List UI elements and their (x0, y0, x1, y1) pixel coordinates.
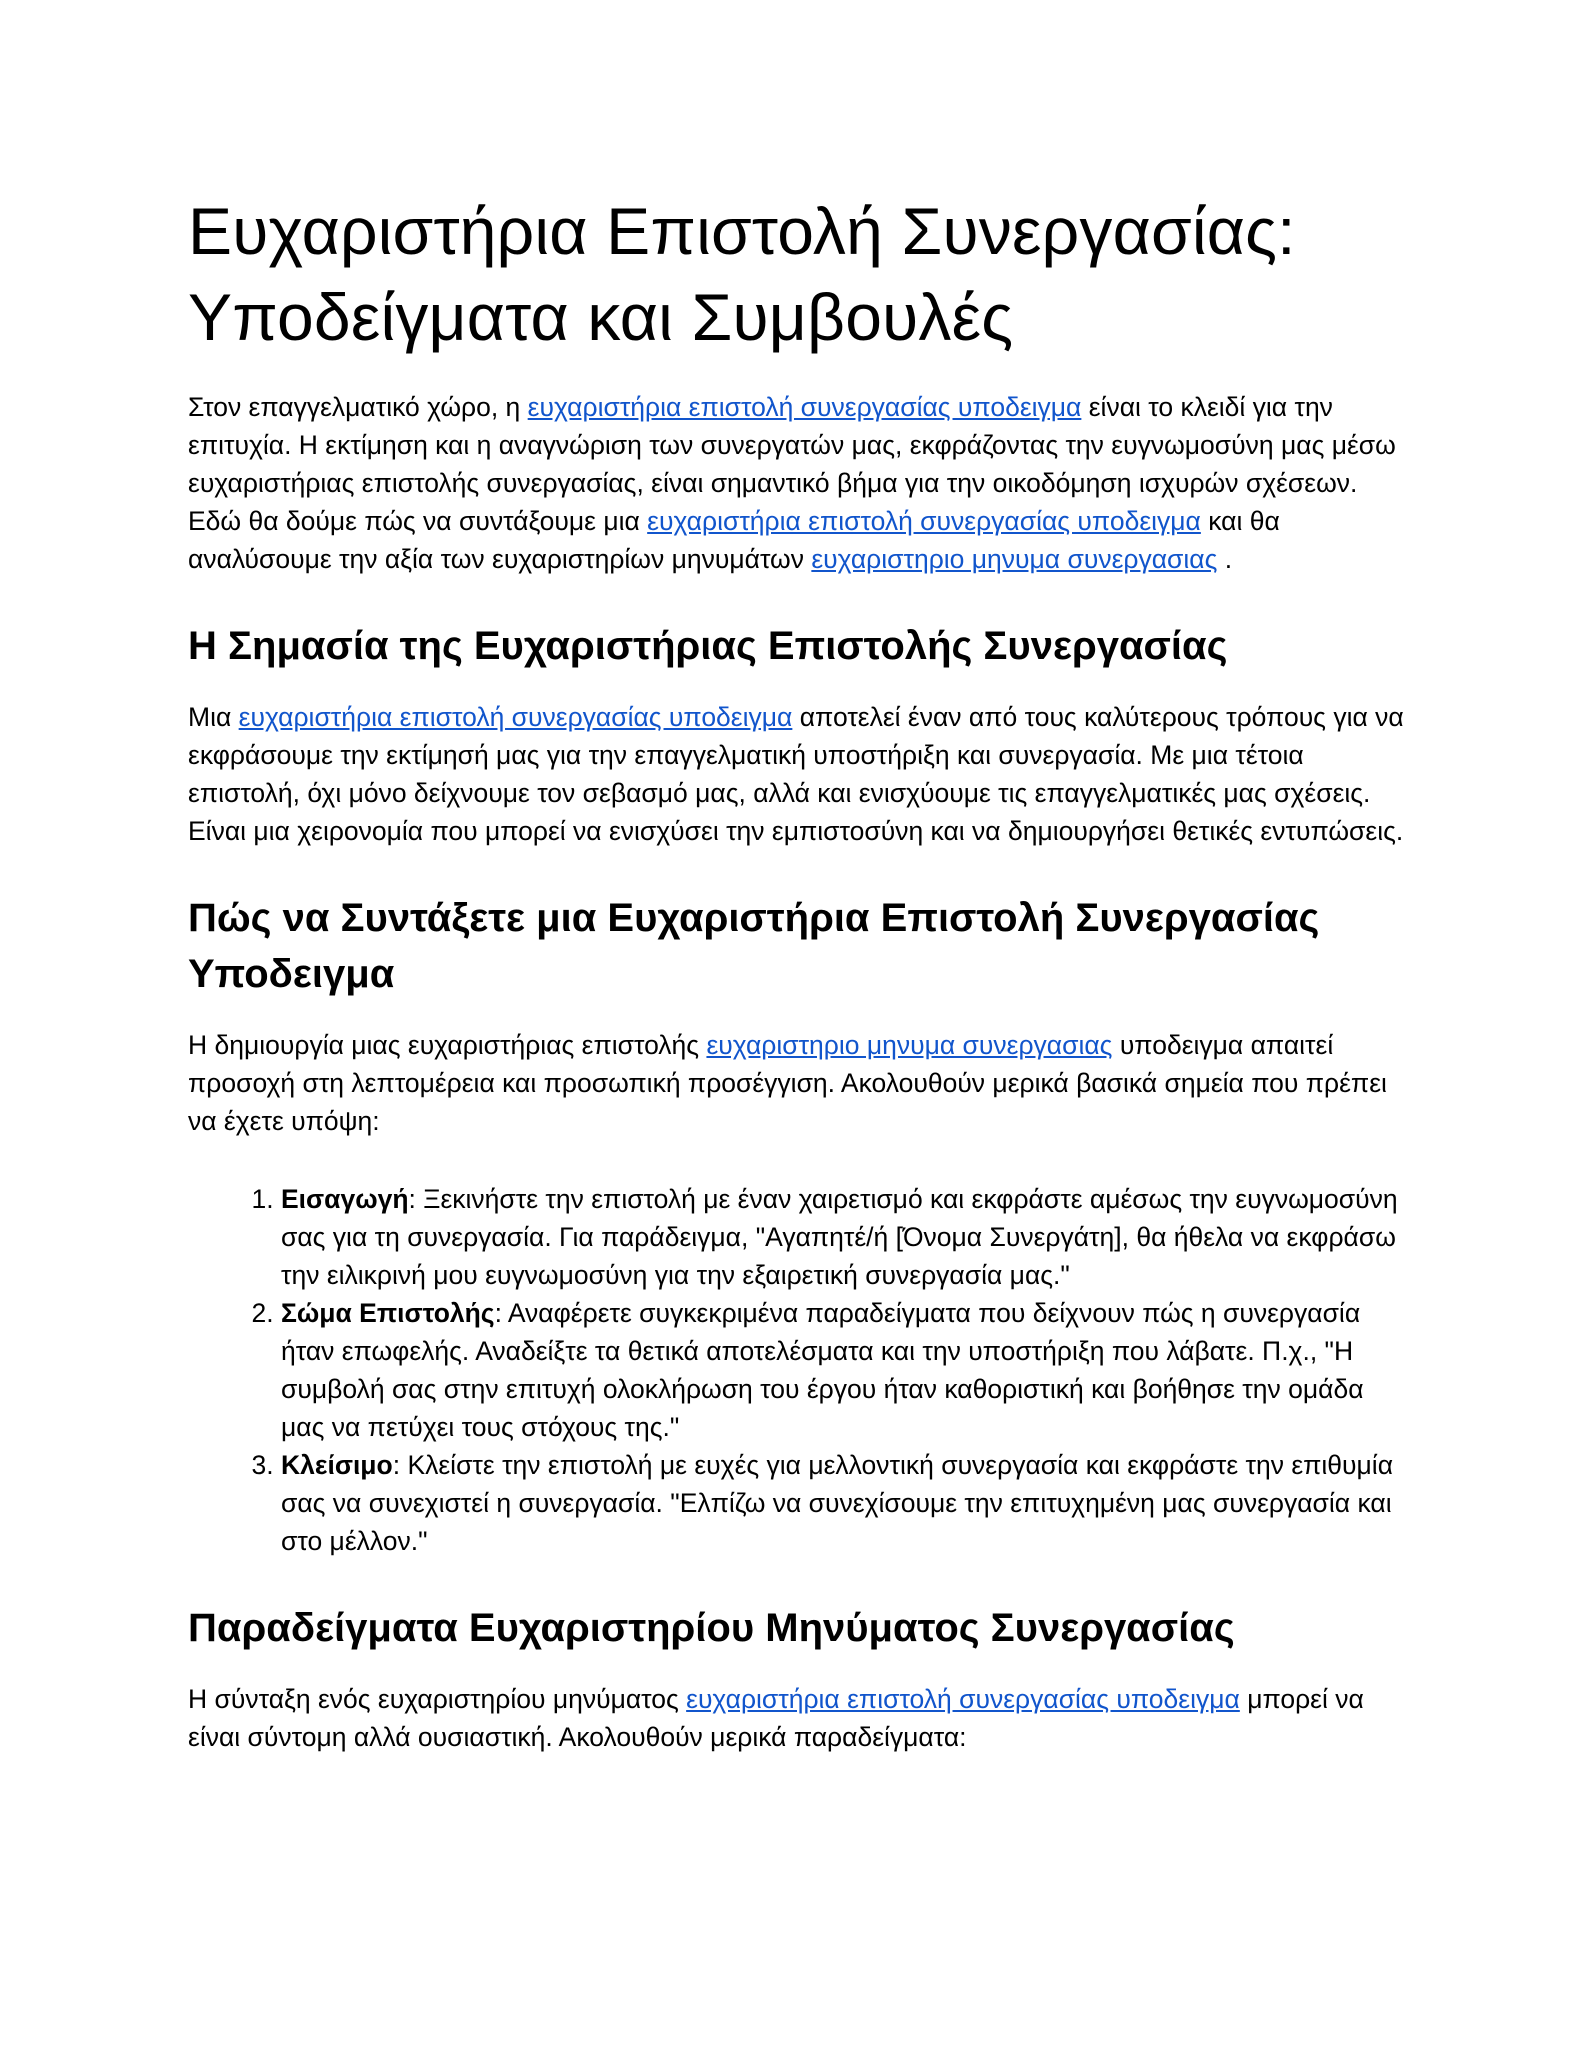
list-item-label: Κλείσιμο (281, 1450, 393, 1480)
intro-paragraph (188, 388, 1408, 578)
section3-text-2: μπορεί να είναι σύντομη αλλά ουσιαστική. Ακολουθούν μερικά παραδείγματα: (188, 1684, 1364, 1752)
page-title-line2: Υποδείγματα και Συμβουλές (188, 280, 1014, 354)
document-page (188, 188, 1408, 1796)
list-item-text: : Κλείστε την επιστολή με ευχές για μελλοντική συνεργασία και εκφράστε την επιθυμία σας να συνεχιστεί η συνεργασία. "Ελπίζω να συνεχίσουμε την επιτυχημένη μας συνεργασία και στο μέλλον." (281, 1450, 1394, 1556)
list-item-label: Σώμα Επιστολής (281, 1298, 495, 1328)
section1-text-2: αποτελεί έναν από τους καλύτερους τρόπους για να εκφράσουμε την εκτίμησή μας για την επαγγελματική υποστήριξη και συνεργασία. Με μια τέτοια επιστολή, όχι μόνο δείχνουμε τον σεβασμό μας, αλλά και ενισχύουμε τις επαγγελματικές μας σχέσεις. Είναι μια χειρονομία που μπορεί να ενισχύσει την εμπιστοσύνη και να δημιουργήσει θετικές εντυπώσεις. (188, 702, 1404, 846)
intro-text-4: . (1217, 544, 1233, 574)
section2-text-2: υποδειγμα απαιτεί προσοχή στη λεπτομέρεια και προσωπική προσέγγιση. Ακολουθούν μερικά βασικά σημεία που πρέπει να έχετε υπόψη: (188, 1030, 1387, 1136)
section2-text-1: Η δημιουργία μιας ευχαριστήριας επιστολής (188, 1030, 707, 1060)
section3-link-1[interactable]: ευχαριστήρια επιστολή συνεργασίας υποδειγμα (686, 1684, 1240, 1714)
intro-link-3[interactable]: ευχαριστηριο μηνυμα συνεργασιας (811, 544, 1218, 574)
section1-heading: Η Σημασία της Ευχαριστήριας Επιστολής Συνεργασίας (188, 624, 1228, 668)
intro-link-2[interactable]: ευχαριστήρια επιστολή συνεργασίας υποδειγμα (647, 506, 1201, 536)
section1-paragraph (188, 698, 1408, 850)
list-item (281, 1446, 1408, 1560)
intro-text-3: και θα αναλύσουμε την αξία των ευχαριστηρίων μηνυμάτων (188, 506, 1280, 574)
page-title (188, 188, 1408, 360)
section2-paragraph (188, 1026, 1408, 1140)
section3-heading: Παραδείγματα Ευχαριστηρίου Μηνύματος Συνεργασίας (188, 1606, 1235, 1650)
section2-link-1[interactable]: ευχαριστηριο μηνυμα συνεργασιας (706, 1030, 1113, 1060)
intro-link-1[interactable]: ευχαριστήρια επιστολή συνεργασίας υποδειγμα (527, 392, 1082, 422)
section2-heading: Πώς να Συντάξετε μια Ευχαριστήρια Επιστολή Συνεργασίας Υποδειγμα (188, 896, 1320, 996)
page-title-line1: Ευχαριστήρια Επιστολή Συνεργασίας: (188, 194, 1296, 268)
section1-text-1: Μια (188, 702, 239, 732)
list-item (281, 1180, 1408, 1294)
intro-text-2: είναι το κλειδί για την επιτυχία. Η εκτίμηση και η αναγνώριση των συνεργατών μας, εκφράζοντας την ευγνωμοσύνη μας μέσω ευχαριστήριας επιστολής συνεργασίας, είναι σημαντικό βήμα για την οικοδόμηση ισχυρών σχέσεων. Εδώ θα δούμε πώς να συντάξουμε μια (188, 392, 1396, 536)
section3-paragraph (188, 1680, 1408, 1756)
section3-text-1: Η σύνταξη ενός ευχαριστηρίου μηνύματος (188, 1684, 687, 1714)
list-item-text: : Αναφέρετε συγκεκριμένα παραδείγματα που δείχνουν πώς η συνεργασία ήταν επωφελής. Αναδείξτε τα θετικά αποτελέσματα και την υποστήριξη που λάβατε. Π.χ., "Η συμβολή σας στην επιτυχή ολοκλήρωση του έργου ήταν καθοριστική και βοήθησε την ομάδα μας να πετύχει τους στόχους της." (281, 1298, 1364, 1442)
list-item-text: : Ξεκινήστε την επιστολή με έναν χαιρετισμό και εκφράστε αμέσως την ευγνωμοσύνη σας για τη συνεργασία. Για παράδειγμα, "Αγαπητέ/ή [Όνομα Συνεργάτη], θα ήθελα να εκφράσω την ειλικρινή μου ευγνωμοσύνη για την εξαιρετική συνεργασία μας." (281, 1184, 1398, 1290)
list-item (281, 1294, 1408, 1446)
intro-text-1: Στον επαγγελματικό χώρο, η (188, 392, 528, 422)
tips-list (188, 1180, 1408, 1560)
list-item-label: Εισαγωγή (281, 1184, 409, 1214)
section1-link-1[interactable]: ευχαριστήρια επιστολή συνεργασίας υποδειγμα (238, 702, 793, 732)
